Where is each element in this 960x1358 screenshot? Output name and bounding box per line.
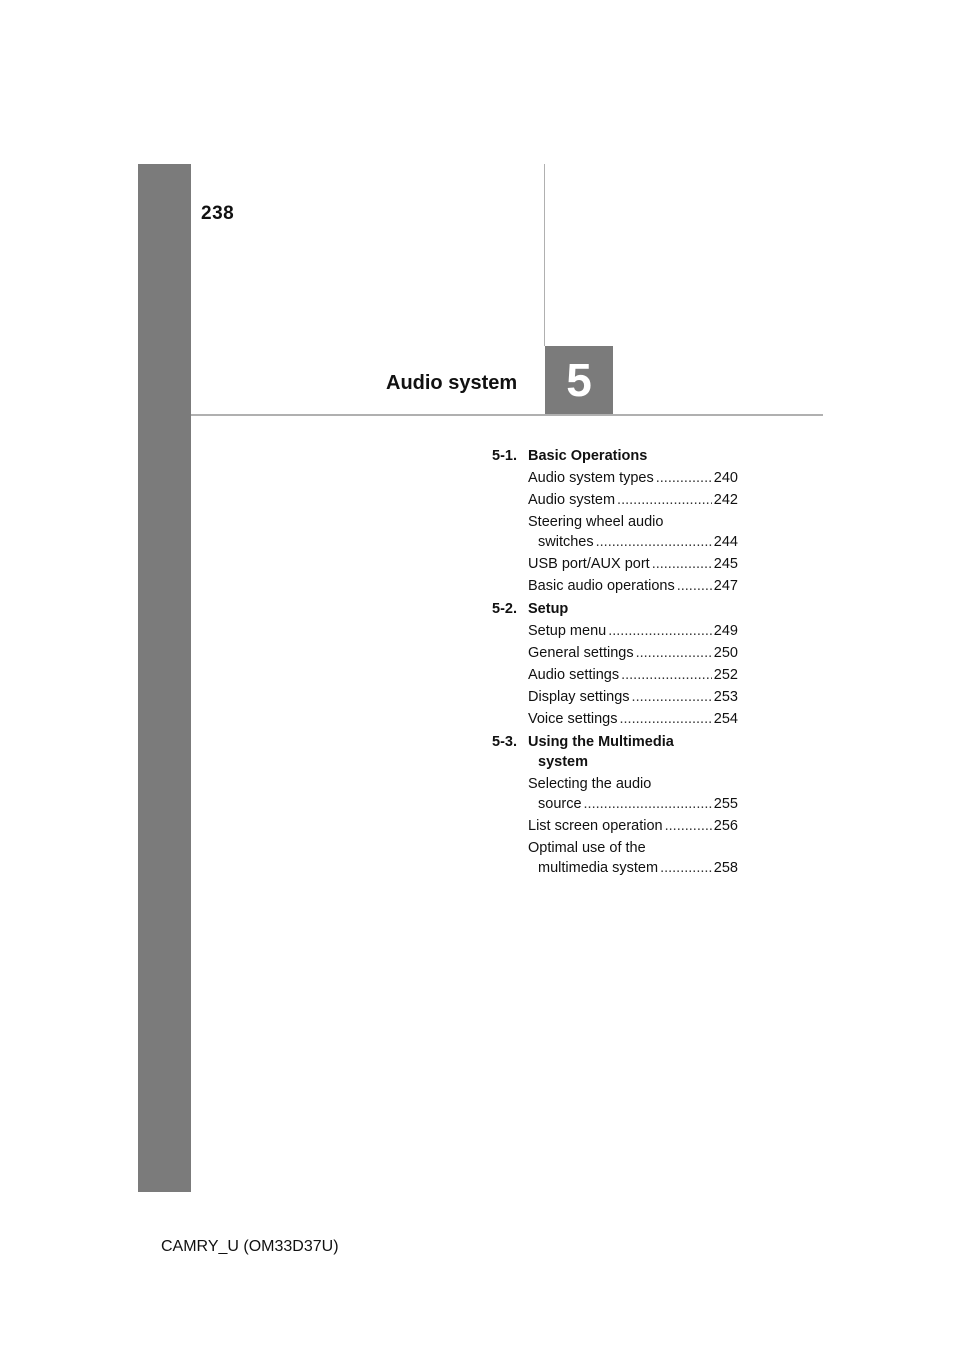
toc-entry-label: Setup menu	[528, 623, 607, 639]
chapter-side-bar	[138, 164, 191, 1192]
toc-entry-label: switches	[538, 534, 594, 550]
toc-entry-page: 254	[713, 711, 738, 727]
toc-entry-page: 252	[713, 667, 738, 683]
toc-entry-label: Audio system types	[528, 470, 654, 486]
toc-entry[interactable]	[528, 665, 738, 685]
leader-dots	[619, 709, 711, 729]
leader-dots	[665, 816, 712, 836]
leader-dots	[632, 687, 712, 707]
toc-entry[interactable]	[528, 643, 738, 663]
leader-dots	[617, 490, 712, 510]
toc-section-title-cont: system	[538, 754, 588, 770]
toc-entry-page: 240	[713, 470, 738, 486]
chapter-number-tab	[545, 346, 613, 414]
table-of-contents	[492, 446, 738, 878]
leader-dots	[636, 643, 712, 663]
toc-entry-label-line1: Selecting the audio	[528, 776, 652, 792]
toc-entry[interactable]	[528, 468, 738, 488]
toc-entry[interactable]	[528, 816, 738, 836]
toc-entry[interactable]	[528, 709, 738, 729]
toc-entry-label: Basic audio operations	[528, 578, 675, 594]
toc-section-number: 5-3.	[492, 734, 517, 750]
toc-section-title: Basic Operations	[528, 448, 648, 464]
toc-entry-page: 255	[713, 796, 738, 812]
toc-entry-label: USB port/AUX port	[528, 556, 650, 572]
toc-entry[interactable]	[528, 838, 738, 878]
toc-entry-label: multimedia system	[538, 860, 659, 876]
toc-entry-label: General settings	[528, 645, 634, 661]
toc-entry[interactable]	[528, 512, 738, 552]
header-divider-vertical	[544, 164, 545, 346]
toc-section-heading[interactable]	[492, 732, 738, 772]
header-divider-horizontal	[191, 414, 823, 416]
toc-entry[interactable]	[528, 774, 738, 814]
leader-dots	[608, 621, 712, 641]
toc-entry[interactable]	[528, 576, 738, 596]
toc-entry[interactable]	[528, 554, 738, 574]
toc-entry-page: 242	[713, 492, 738, 508]
leader-dots	[652, 554, 712, 574]
leader-dots	[660, 858, 712, 878]
toc-entry-page: 247	[713, 578, 738, 594]
toc-entry-page: 244	[713, 534, 738, 550]
leader-dots	[656, 468, 712, 488]
toc-entry-label: Audio settings	[528, 667, 620, 683]
toc-section-title: Using the Multimedia	[528, 734, 674, 750]
toc-section	[492, 599, 738, 729]
toc-section	[492, 732, 738, 878]
toc-entry-page: 250	[713, 645, 738, 661]
toc-entry-label: source	[538, 796, 582, 812]
toc-entry-page: 253	[713, 689, 738, 705]
footer-model-code: CAMRY_U (OM33D37U)	[161, 1238, 339, 1255]
toc-entry-label: Voice settings	[528, 711, 618, 727]
toc-entry-label: Display settings	[528, 689, 630, 705]
toc-entry-label-line1: Optimal use of the	[528, 840, 646, 856]
toc-entry-page: 258	[713, 860, 738, 876]
page-number: 238	[201, 203, 235, 224]
leader-dots	[621, 665, 712, 685]
toc-entry[interactable]	[528, 490, 738, 510]
toc-section-heading[interactable]	[492, 446, 738, 466]
toc-entry-page: 249	[713, 623, 738, 639]
toc-section	[492, 446, 738, 596]
toc-section-title-group	[528, 732, 738, 772]
toc-entry[interactable]	[528, 687, 738, 707]
toc-section-heading[interactable]	[492, 599, 738, 619]
toc-entry-label: Audio system	[528, 492, 616, 508]
toc-entry-page: 256	[713, 818, 738, 834]
toc-section-number: 5-2.	[492, 601, 517, 617]
toc-entry-label: List screen operation	[528, 818, 663, 834]
toc-section-number: 5-1.	[492, 448, 517, 464]
chapter-title: Audio system	[386, 372, 518, 394]
leader-dots	[677, 576, 712, 596]
toc-entry[interactable]	[528, 621, 738, 641]
leader-dots	[584, 794, 712, 814]
leader-dots	[596, 532, 712, 552]
toc-entry-page: 245	[713, 556, 738, 572]
toc-section-title: Setup	[528, 601, 569, 617]
toc-entry-label-line1: Steering wheel audio	[528, 514, 664, 530]
chapter-number: 5	[566, 354, 592, 406]
